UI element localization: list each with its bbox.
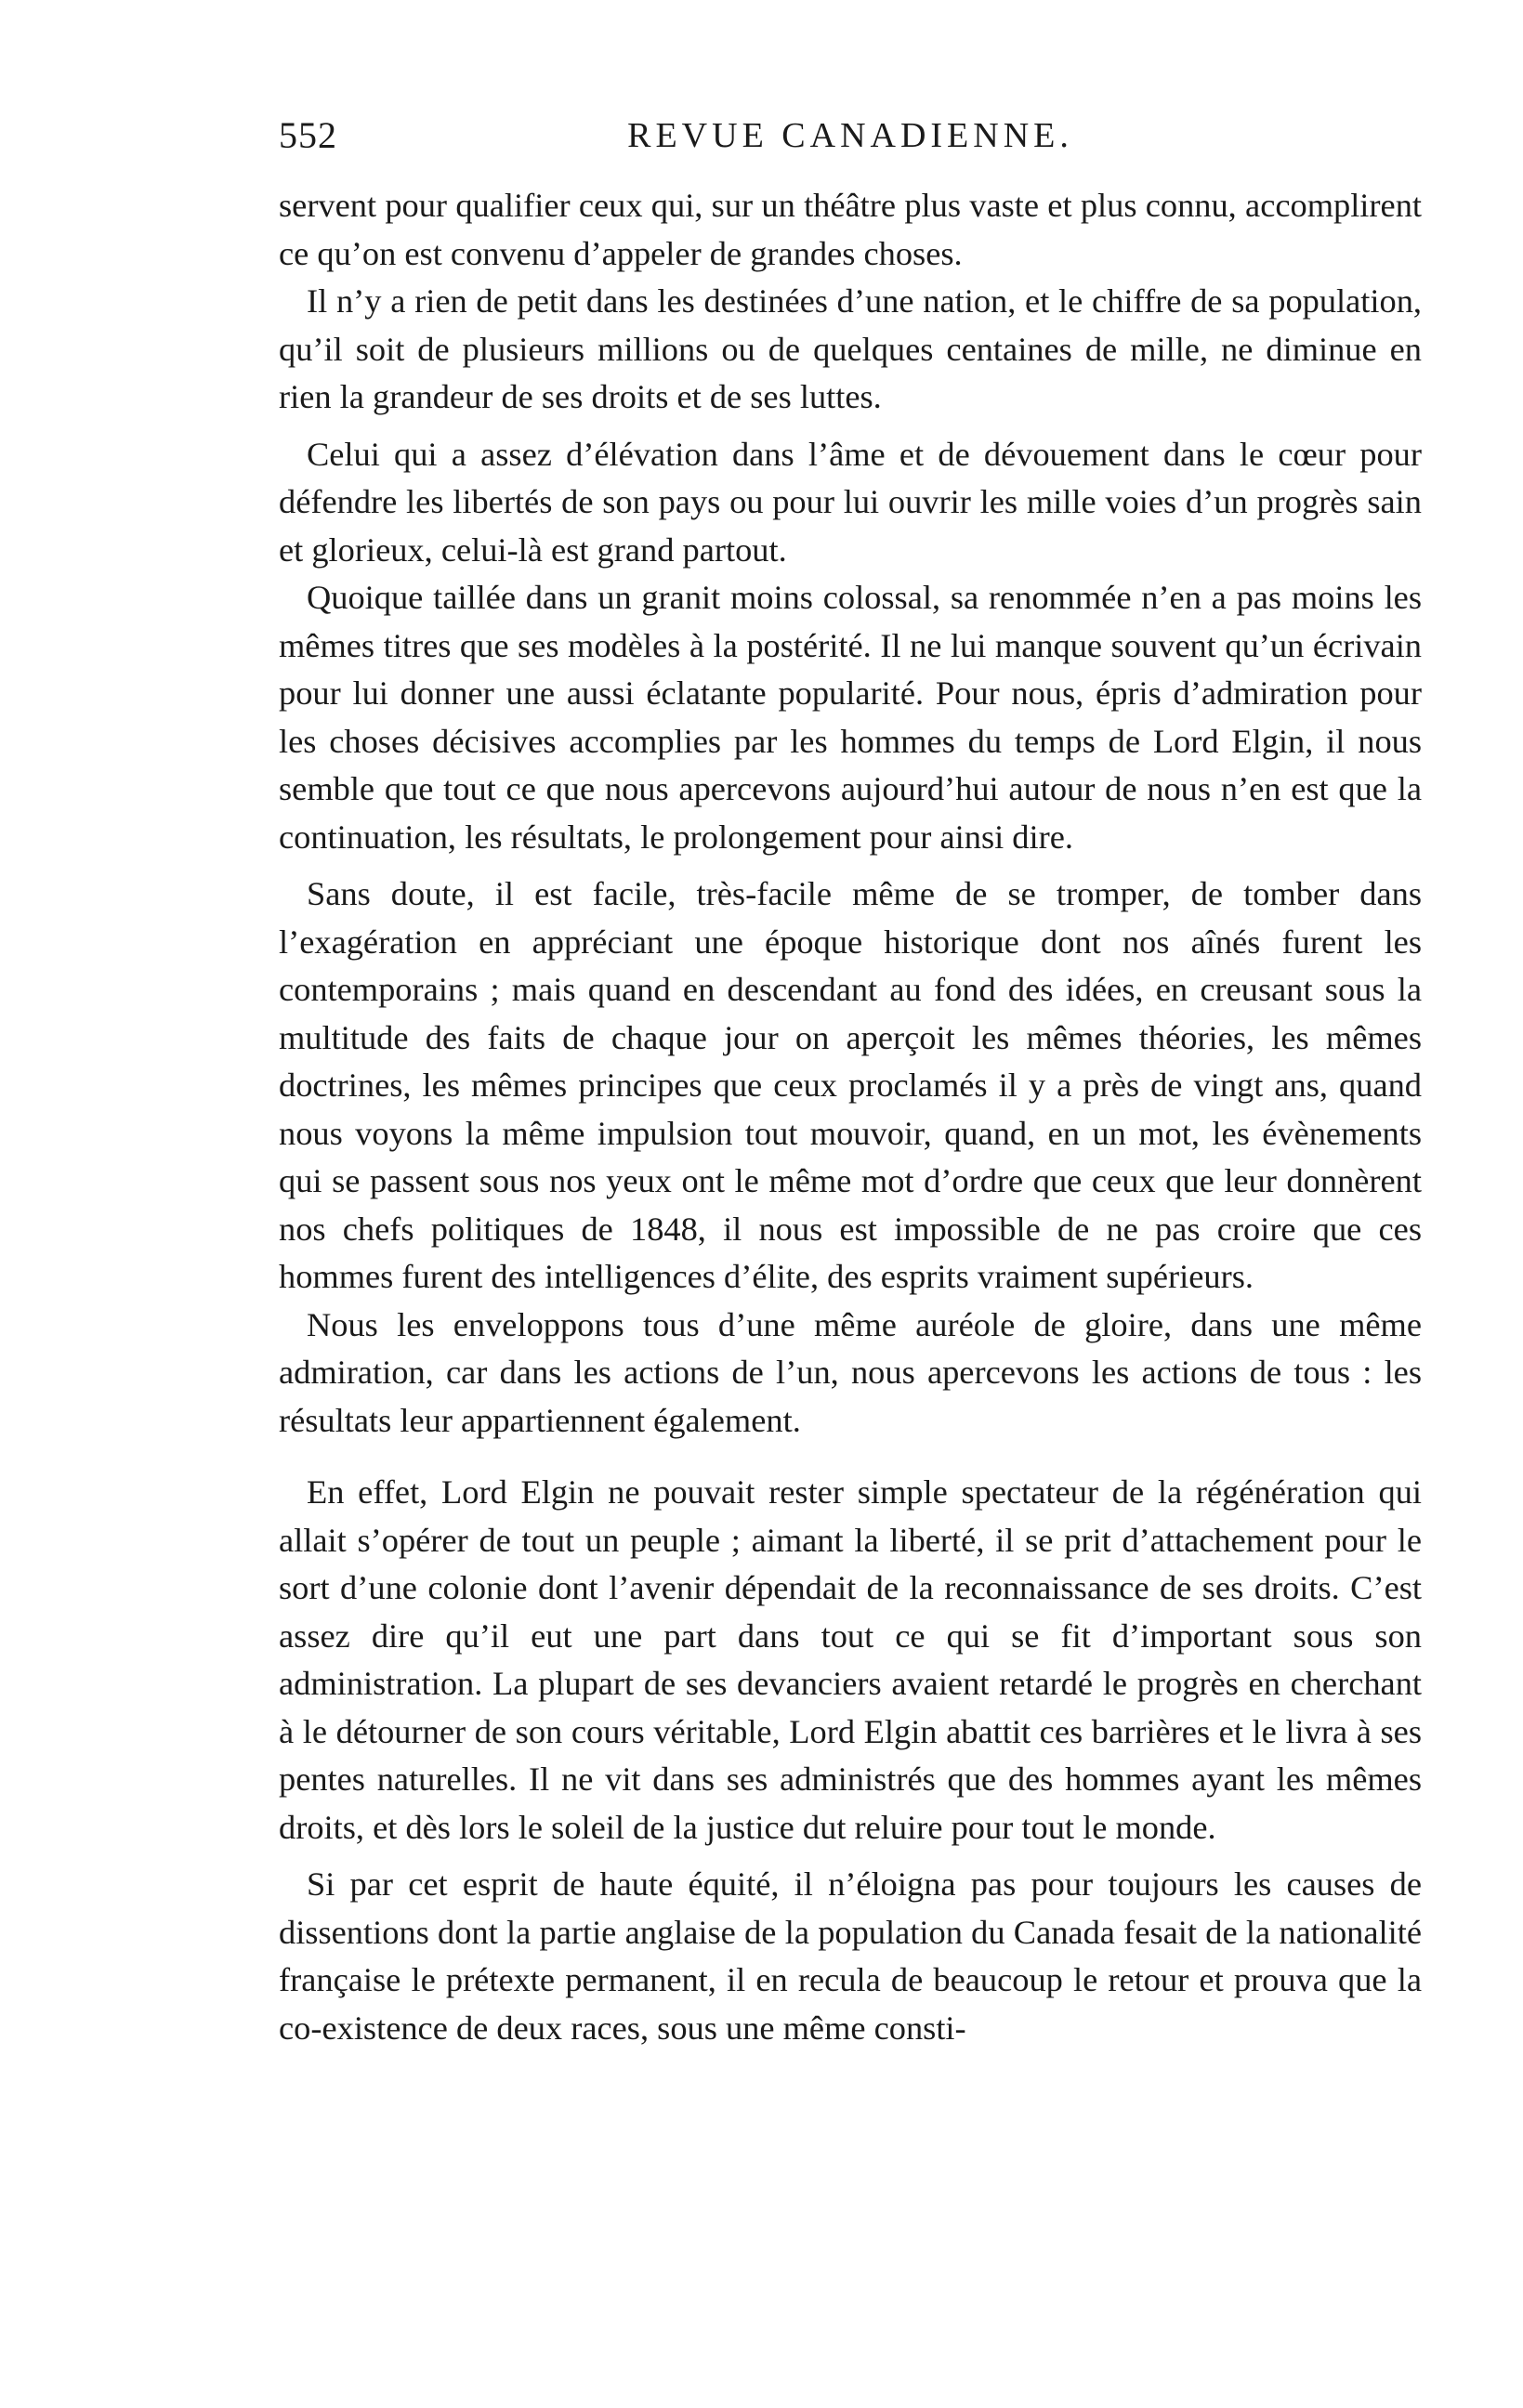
paragraph: Quoique taillée dans un granit moins colossal, sa renommée n’en a pas moins les mêmes titres que ses modèles à la postérité. Il ne lui manque souvent qu’un écrivain pour lui donner une aussi éclatante popularité. Pour nous, épris d’admiration pour les choses décisives accomplies par les hommes du temps de Lord Elgin, il nous semble que tout ce que nous apercevons aujourd’hui autour de nous n’en est que la continuation, les résultats, le prolongement pour ainsi dire. [279, 579, 1422, 856]
paragraph: Il n’y a rien de petit dans les destinées d’une nation, et le chiffre de sa population, qu’il soit de plusieurs millions ou de quelques centaines de mille, ne diminue en rien la grandeur de ses droits et de ses luttes. [279, 282, 1422, 415]
paragraph: Sans doute, il est facile, très-facile même de se tromper, de tomber dans l’exagération en appréciant une époque historique dont nos aînés furent les contemporains ; mais quand en descendant au fond des idées, en creusant sous la multitude des faits de chaque jour on aperçoit les mêmes théories, les mêmes doctrines, les mêmes principes que ceux proclamés il y a près de vingt ans, quand nous voyons la même impulsion tout mouvoir, quand, en un mot, les évènements qui se passent sous nos yeux ont le même mot d’ordre que ceux que leur donnèrent nos chefs politiques de 1848, il nous est impossible de ne pas croire que ces hommes furent des intelligences d’élite, des esprits vraiment supérieurs. [279, 875, 1422, 1295]
paragraph: Nous les enveloppons tous d’une même auréole de gloire, dans une même admiration, car dans les actions de l’un, nous apercevons les actions de tous : les résultats leur appartiennent également. [279, 1305, 1422, 1439]
running-title: REVUE CANADIENNE. [627, 116, 1073, 155]
paragraph-continued: servent pour qualifier ceux qui, sur un théâtre plus vaste et plus connu, accomplirent ce qu’on est convenu d’appeler de grandes choses. [279, 187, 1422, 272]
paragraph: En effet, Lord Elgin ne pouvait rester simple spectateur de la régénération qui allait s’opérer de tout un peuple ; aimant la liberté, il se prit d’attachement pour le sort d’une colonie dont l’avenir dépendait de la reconnaissance de ses droits. C’est assez dire qu’il eut une part dans tout ce qui se fit d’important sous son administration. La plupart de ses devanciers avaient retardé le progrès en cherchant à le détourner de son cours véritable, Lord Elgin abattit ces barrières et le livra à ses pentes naturelles. Il ne vit dans ses administrés que des hommes ayant les mêmes droits, et dès lors le soleil de la justice dut reluire pour tout le monde. [279, 1473, 1422, 1846]
paragraph: Si par cet esprit de haute équité, il n’éloigna pas pour toujours les causes de dissentions dont la partie anglaise de la population du Canada fesait de la nationalité française le prétexte permanent, il en recula de beaucoup le retour et prouva que la co-existence de deux races, sous une même consti- [279, 1865, 1422, 2047]
page-number: 552 [279, 114, 337, 156]
paragraph: Celui qui a assez d’élévation dans l’âme et de dévouement dans le cœur pour défendre les libertés de son pays ou pour lui ouvrir les mille voies d’un progrès sain et glorieux, celui-là est grand partout. [279, 435, 1422, 569]
body-text [279, 182, 1422, 2052]
page-header [279, 108, 1422, 164]
